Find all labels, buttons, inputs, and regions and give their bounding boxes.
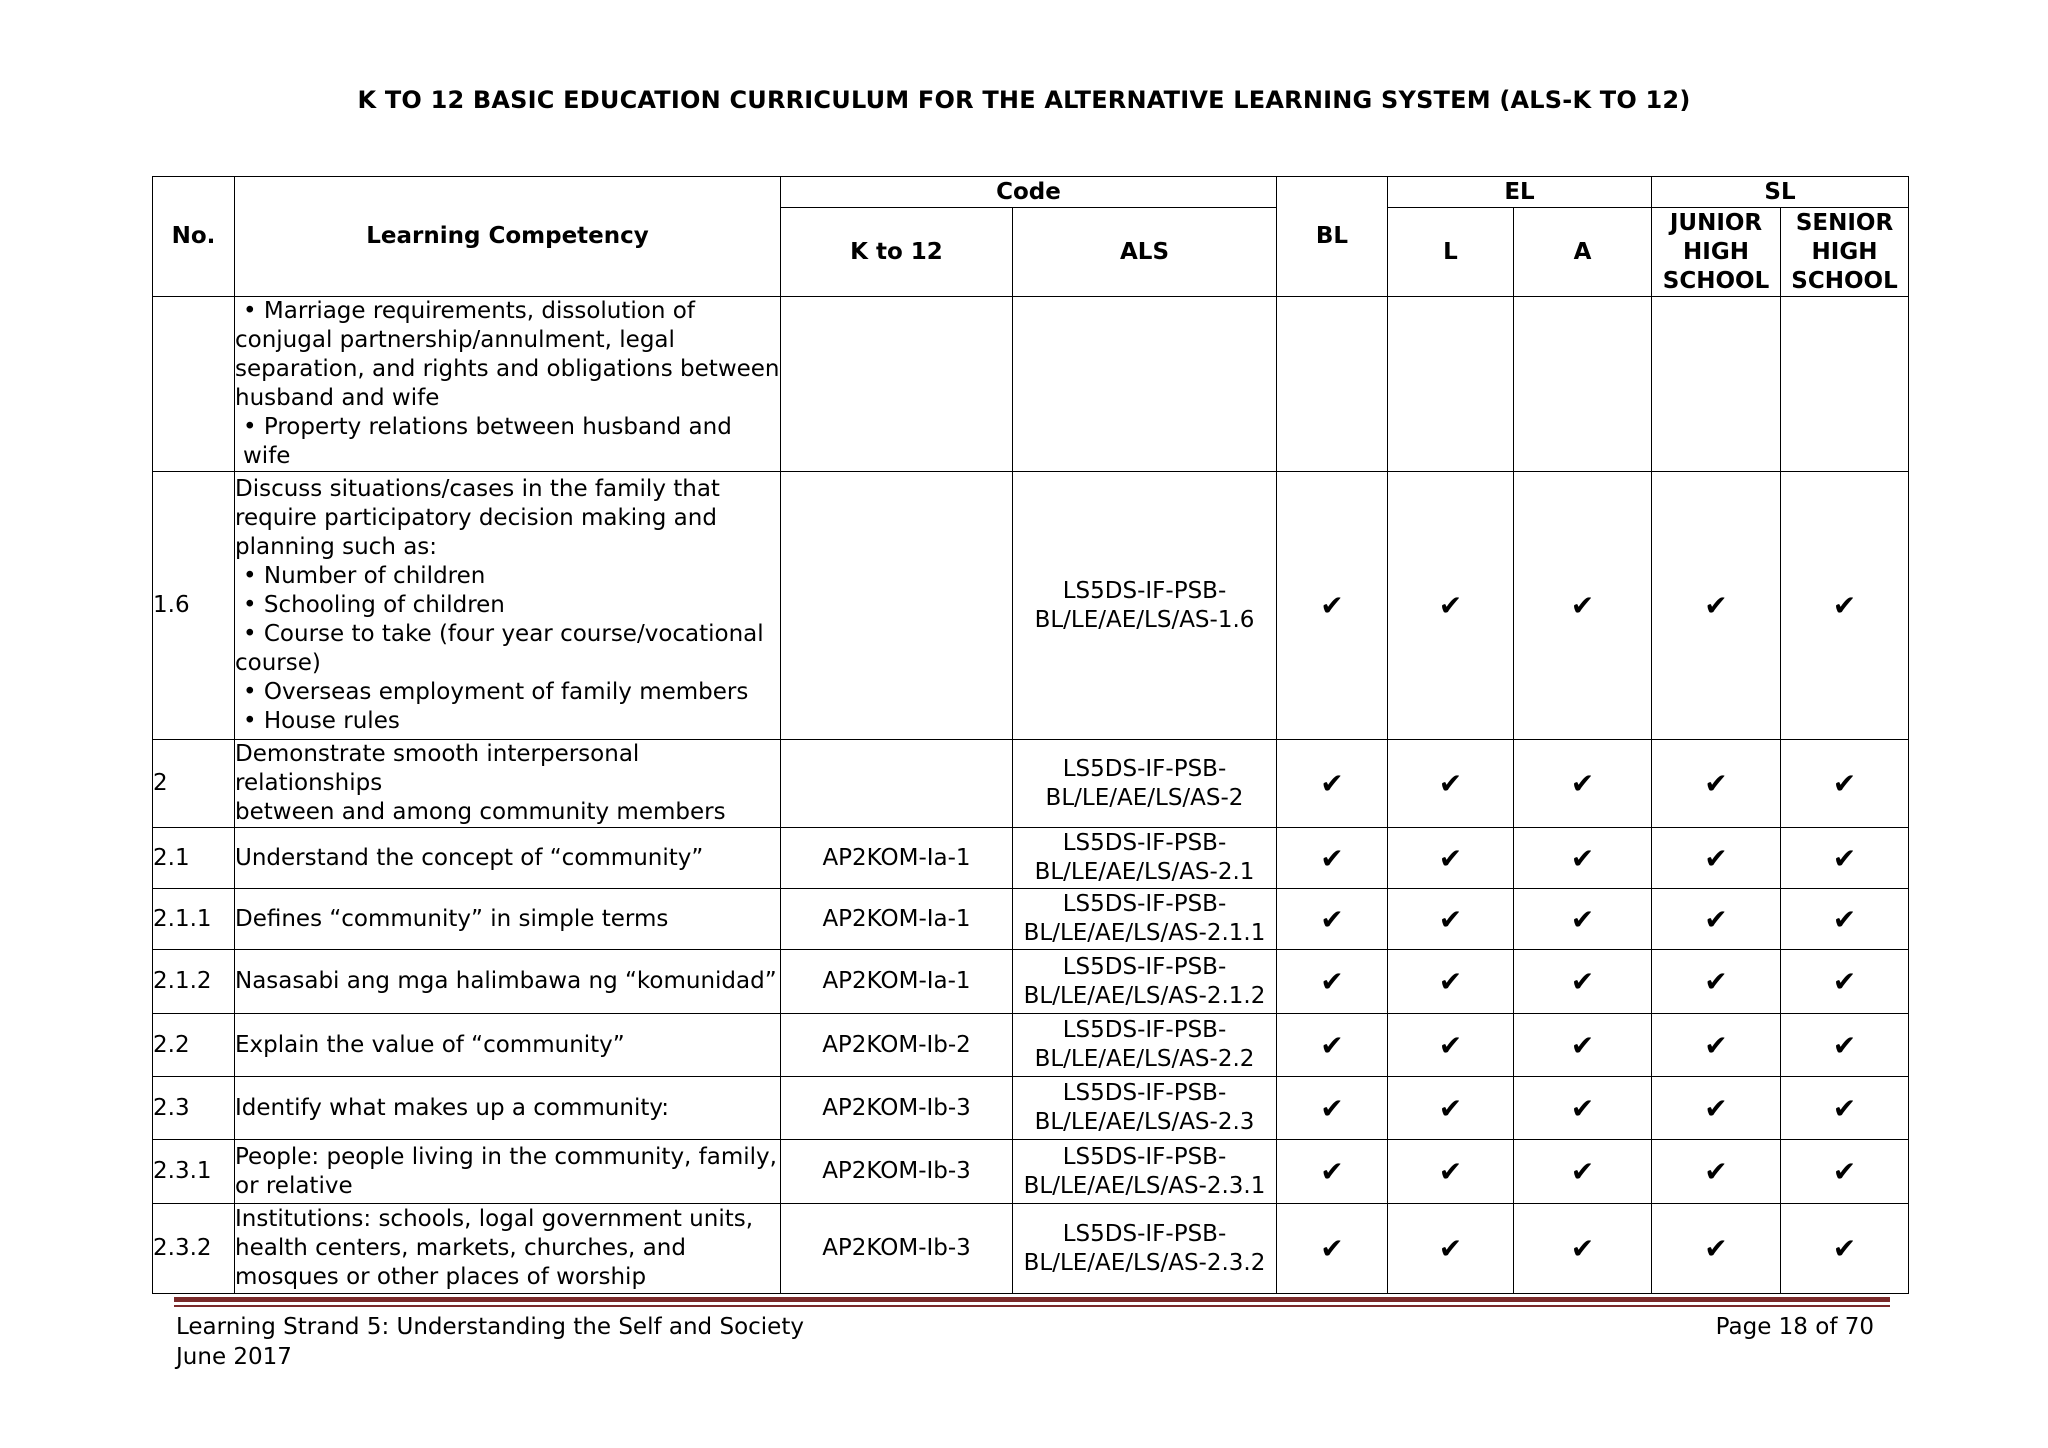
header-code: Code — [781, 177, 1277, 208]
row-number: 2.1.1 — [153, 889, 235, 950]
table-row — [153, 889, 1909, 950]
k12-code: AP2KOM-Ia-1 — [781, 889, 1013, 950]
table-row — [153, 740, 1909, 828]
check-junior-high: ✔ — [1652, 950, 1781, 1014]
als-code — [1013, 1204, 1277, 1294]
learning-competency — [235, 472, 781, 740]
als-code-line: BL/LE/AE/LS/AS-2.3.1 — [1023, 1172, 1266, 1199]
learning-competency — [235, 1014, 781, 1077]
competency-line: • House rules — [243, 708, 400, 734]
check-el-a: ✔ — [1514, 740, 1652, 828]
competency-line: require participatory decision making and — [235, 505, 717, 531]
check-junior-high: ✔ — [1652, 1140, 1781, 1204]
check-el-a: ✔ — [1514, 1140, 1652, 1204]
k12-code: AP2KOM-Ib-2 — [781, 1014, 1013, 1077]
check-el-l: ✔ — [1388, 472, 1514, 740]
footer-left — [176, 1312, 804, 1372]
als-code-line: BL/LE/AE/LS/AS-2.3 — [1034, 1109, 1255, 1135]
competency-line: People: people living in the community, family, — [235, 1143, 777, 1170]
table-row — [153, 950, 1909, 1014]
als-code — [1013, 740, 1277, 828]
header-text-line: HIGH — [1811, 238, 1878, 265]
row-number — [153, 297, 235, 472]
competency-line: conjugal partnership/annulment, legal — [235, 327, 675, 353]
check-senior-high: ✔ — [1781, 950, 1909, 1014]
k12-code — [781, 740, 1013, 828]
check-junior-high: ✔ — [1652, 740, 1781, 828]
check-bl — [1277, 297, 1388, 472]
check-bl: ✔ — [1277, 1204, 1388, 1294]
check-senior-high: ✔ — [1781, 740, 1909, 828]
row-number: 2.1.2 — [153, 950, 235, 1014]
competency-line: • Property relations between husband and wife — [243, 414, 732, 469]
check-el-a: ✔ — [1514, 828, 1652, 889]
competency-line: health centers, markets, churches, and — [235, 1235, 686, 1261]
table-row — [153, 472, 1909, 740]
k12-code — [781, 472, 1013, 740]
header-l: L — [1388, 208, 1514, 297]
check-el-a: ✔ — [1514, 950, 1652, 1014]
check-bl: ✔ — [1277, 950, 1388, 1014]
als-code — [1013, 1014, 1277, 1077]
competency-line: separation, and rights and obligations between — [235, 356, 780, 382]
check-el-l: ✔ — [1388, 889, 1514, 950]
als-code-line: LS5DS-IF-PSB- — [1062, 755, 1227, 782]
row-number: 2.2 — [153, 1014, 235, 1077]
competency-line: mosques or other places of worship — [235, 1264, 647, 1290]
row-number: 2.1 — [153, 828, 235, 889]
k12-code: AP2KOM-Ib-3 — [781, 1140, 1013, 1204]
footer-divider-thin — [174, 1305, 1890, 1307]
check-el-l — [1388, 297, 1514, 472]
check-bl: ✔ — [1277, 740, 1388, 828]
competency-line: Institutions: schools, logal government units, — [235, 1206, 754, 1232]
check-bl: ✔ — [1277, 1014, 1388, 1077]
header-text-line: SCHOOL — [1662, 267, 1770, 294]
learning-competency — [235, 1077, 781, 1140]
check-junior-high — [1652, 297, 1781, 472]
footer-strand: Learning Strand 5: Understanding the Self and Society — [176, 1314, 804, 1340]
k12-code: AP2KOM-Ib-3 — [781, 1204, 1013, 1294]
competency-line: • Schooling of children — [243, 592, 505, 618]
k12-code: AP2KOM-Ia-1 — [781, 950, 1013, 1014]
header-k-to-12: K to 12 — [781, 208, 1013, 297]
learning-competency — [235, 950, 781, 1014]
competency-line: or relative — [235, 1172, 353, 1199]
footer-date: June 2017 — [176, 1344, 292, 1370]
als-code-line: BL/LE/AE/LS/AS-1.6 — [1034, 606, 1255, 633]
check-senior-high: ✔ — [1781, 1140, 1909, 1204]
row-number: 2.3.1 — [153, 1140, 235, 1204]
header-no: No. — [153, 177, 235, 297]
als-code-line: LS5DS-IF-PSB- — [1062, 891, 1227, 917]
check-bl: ✔ — [1277, 472, 1388, 740]
check-senior-high: ✔ — [1781, 1014, 1909, 1077]
check-senior-high: ✔ — [1781, 1204, 1909, 1294]
header-text-line: HIGH — [1683, 238, 1749, 265]
check-el-l: ✔ — [1388, 1204, 1514, 1294]
header-a: A — [1514, 208, 1652, 297]
als-code-line: LS5DS-IF-PSB- — [1062, 1220, 1227, 1247]
competency-line: course) — [235, 650, 321, 676]
competency-line: Understand the concept of “community” — [235, 844, 704, 871]
table-row — [153, 1140, 1909, 1204]
check-el-a — [1514, 297, 1652, 472]
learning-competency — [235, 297, 781, 472]
table-row — [153, 828, 1909, 889]
als-code-line: BL/LE/AE/LS/AS-2.1.2 — [1023, 982, 1266, 1009]
learning-competency — [235, 828, 781, 889]
footer-divider — [174, 1297, 1890, 1302]
als-code — [1013, 472, 1277, 740]
header-learning-competency: Learning Competency — [235, 177, 781, 297]
check-senior-high: ✔ — [1781, 472, 1909, 740]
competency-line: • Overseas employment of family members — [243, 679, 749, 705]
learning-competency — [235, 1140, 781, 1204]
check-el-a: ✔ — [1514, 1204, 1652, 1294]
learning-competency — [235, 740, 781, 828]
k12-code: AP2KOM-Ib-3 — [781, 1077, 1013, 1140]
table-row — [153, 297, 1909, 472]
check-el-l: ✔ — [1388, 1077, 1514, 1140]
header-junior-high-school — [1652, 208, 1781, 297]
als-code-line: LS5DS-IF-PSB- — [1062, 577, 1227, 604]
als-code — [1013, 1140, 1277, 1204]
learning-competency — [235, 889, 781, 950]
row-number: 2.3 — [153, 1077, 235, 1140]
competency-line: between and among community members — [235, 799, 726, 825]
check-junior-high: ✔ — [1652, 472, 1781, 740]
check-junior-high: ✔ — [1652, 828, 1781, 889]
competency-line: Demonstrate smooth interpersonal relationships — [235, 741, 640, 796]
als-code-line: LS5DS-IF-PSB- — [1062, 953, 1227, 980]
check-el-l: ✔ — [1388, 740, 1514, 828]
table-row — [153, 1014, 1909, 1077]
als-code-line: BL/LE/AE/LS/AS-2.3.2 — [1023, 1249, 1266, 1276]
competency-line: husband and wife — [235, 385, 440, 411]
competency-line: Nasasabi ang mga halimbawa ng “komunidad” — [235, 968, 777, 994]
page-title: K TO 12 BASIC EDUCATION CURRICULUM FOR THE ALTERNATIVE LEARNING SYSTEM (ALS-K TO 12) — [357, 86, 1691, 114]
header-text-line: JUNIOR — [1669, 209, 1763, 236]
competency-line: • Course to take (four year course/vocational — [243, 621, 764, 647]
als-code — [1013, 828, 1277, 889]
table-row — [153, 1204, 1909, 1294]
als-code — [1013, 950, 1277, 1014]
competency-line: Discuss situations/cases in the family that — [235, 476, 720, 502]
check-el-a: ✔ — [1514, 1014, 1652, 1077]
header-sl: SL — [1652, 177, 1909, 208]
als-code — [1013, 889, 1277, 950]
check-senior-high: ✔ — [1781, 1077, 1909, 1140]
als-code-line: BL/LE/AE/LS/AS-2.2 — [1034, 1046, 1255, 1072]
check-el-a: ✔ — [1514, 889, 1652, 950]
als-code — [1013, 1077, 1277, 1140]
check-el-l: ✔ — [1388, 1140, 1514, 1204]
k12-code: AP2KOM-Ia-1 — [781, 828, 1013, 889]
header-bl: BL — [1277, 177, 1388, 297]
competency-line: • Marriage requirements, dissolution of — [243, 298, 695, 324]
check-junior-high: ✔ — [1652, 1014, 1781, 1077]
table-row — [153, 1077, 1909, 1140]
header-text-line: SCHOOL — [1791, 267, 1898, 294]
als-code-line: BL/LE/AE/LS/AS-2.1.1 — [1023, 920, 1266, 946]
check-bl: ✔ — [1277, 889, 1388, 950]
check-senior-high: ✔ — [1781, 828, 1909, 889]
check-el-a: ✔ — [1514, 1077, 1652, 1140]
competency-line: Explain the value of “community” — [235, 1031, 625, 1058]
check-el-a: ✔ — [1514, 472, 1652, 740]
als-code-line: LS5DS-IF-PSB- — [1062, 1080, 1227, 1106]
check-bl: ✔ — [1277, 828, 1388, 889]
check-senior-high: ✔ — [1781, 889, 1909, 950]
check-el-l: ✔ — [1388, 1014, 1514, 1077]
k12-code — [781, 297, 1013, 472]
row-number: 2.3.2 — [153, 1204, 235, 1294]
competency-line: Defines “community” in simple terms — [235, 905, 669, 932]
learning-competency — [235, 1204, 781, 1294]
header-text-line: SENIOR — [1795, 209, 1894, 236]
check-el-l: ✔ — [1388, 950, 1514, 1014]
check-bl: ✔ — [1277, 1077, 1388, 1140]
als-code-line: LS5DS-IF-PSB- — [1062, 1017, 1227, 1043]
check-junior-high: ✔ — [1652, 1204, 1781, 1294]
als-code-line: BL/LE/AE/LS/AS-2.1 — [1034, 859, 1255, 885]
curriculum-table — [152, 176, 1909, 1294]
competency-line: planning such as: — [235, 534, 438, 560]
check-junior-high: ✔ — [1652, 1077, 1781, 1140]
row-number: 2 — [153, 740, 235, 828]
footer-page-number: Page 18 of 70 — [1715, 1314, 1874, 1340]
check-bl: ✔ — [1277, 1140, 1388, 1204]
als-code-line: BL/LE/AE/LS/AS-2 — [1045, 784, 1244, 811]
check-senior-high — [1781, 297, 1909, 472]
row-number: 1.6 — [153, 472, 235, 740]
header-als: ALS — [1013, 208, 1277, 297]
als-code-line: LS5DS-IF-PSB- — [1062, 830, 1227, 856]
als-code-line: LS5DS-IF-PSB- — [1062, 1143, 1227, 1170]
als-code — [1013, 297, 1277, 472]
check-el-l: ✔ — [1388, 828, 1514, 889]
check-junior-high: ✔ — [1652, 889, 1781, 950]
competency-line: • Number of children — [243, 563, 486, 589]
header-senior-high-school — [1781, 208, 1909, 297]
header-el: EL — [1388, 177, 1652, 208]
competency-line: Identify what makes up a community: — [235, 1094, 670, 1121]
